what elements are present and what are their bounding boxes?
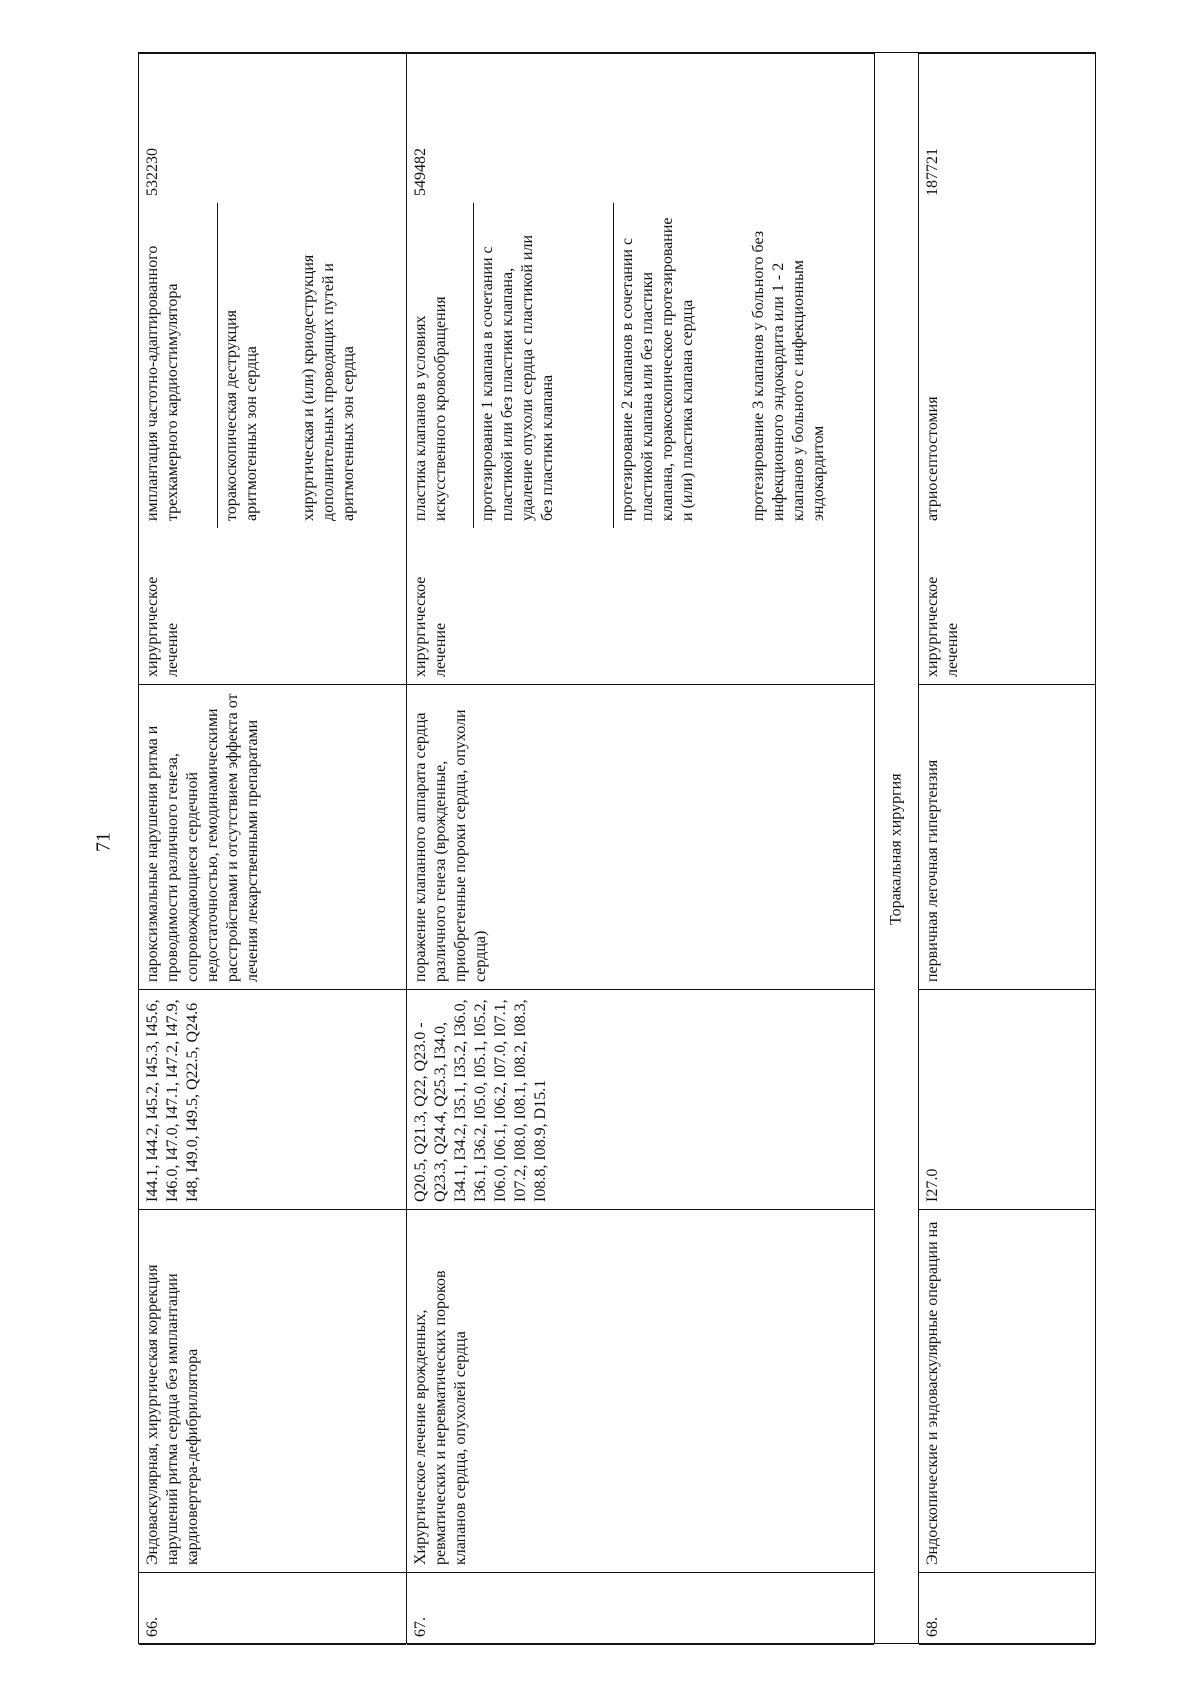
treatment-method: протезирование 2 клапанов в сочетании с пластикой клапана или без пластики клапана, торакоскопическое протезирование и (или) пластика клапана сердца bbox=[613, 203, 745, 528]
service-name: Эндоваскулярная, хирургическая коррекция нарушений ритма сердца без имплантации кардиовертера-дефибриллятора bbox=[139, 1210, 406, 1573]
section-header-row bbox=[874, 52, 918, 1644]
row-number: 68. bbox=[919, 1573, 1095, 1645]
treatment-type: хирургическое лечение bbox=[407, 528, 874, 685]
treatment-method: протезирование 1 клапана в сочетании с пластикой или без пластики клапана, удаление опухоли сердца с пластикой или без пластики клапана bbox=[473, 203, 613, 528]
treatment-type: хирургическое лечение bbox=[139, 528, 406, 685]
row-number: 66. bbox=[139, 1573, 406, 1645]
treatment-method: хирургическая и (или) криодеструкция дополнительных проводящих путей и аритмогенных зон сердца bbox=[300, 254, 357, 521]
cost: 187721 bbox=[919, 53, 1095, 203]
treatment-method: торакоскопическая деструкция аритмогенных зон сердца bbox=[217, 203, 295, 528]
patient-model: пароксизмальные нарушения ритма и проводимости различного генеза, сопровождающиеся сердечной недостаточностью, гемодинамическими расстройствами и отсутствием эффекта от лечения лекарственными препаратами bbox=[139, 685, 406, 990]
patient-model: поражение клапанного аппарата сердца различного генеза (врожденные, приобретенные пороки сердца, опухоли сердца) bbox=[407, 685, 874, 990]
diagnosis-codes: I27.0 bbox=[919, 990, 1095, 1210]
diagnosis-codes: Q20.5, Q21.3, Q22, Q23.0 - Q23.3, Q24.4, Q25.3, I34.0, I34.1, I34.2, I35.1, I35.2, I36.0, I36.1, I36.2, I05.0, I05.1, I05.2, I06.0, I06.1, I06.2, I07.0, I07.1, I07.2, I08.0, I08.1, I08.2, I08.3, I08.8, I08.9, D15.1 bbox=[407, 990, 874, 1210]
service-name: Хирургическое лечение врожденных, ревматических и неревматических пороков клапанов сердца, опухолей сердца bbox=[407, 1210, 874, 1573]
treatment-method: протезирование 3 клапанов у больного без инфекционного эндокардита или 1 - 2 клапанов у больного с инфекционным эндокардитом bbox=[750, 230, 827, 521]
treatment-method: имплантация частотно-адаптированного трехкамерного кардиостимулятора bbox=[144, 245, 181, 521]
cost: 549482 bbox=[407, 53, 874, 203]
treatment-method: пластика клапанов в условиях искусственного кровообращения bbox=[412, 296, 449, 521]
table-row-66 bbox=[138, 52, 406, 1644]
table-row-67 bbox=[406, 52, 874, 1644]
services-table bbox=[138, 52, 1096, 1644]
table-row-68 bbox=[918, 52, 1096, 1644]
patient-model: первичная легочная гипертензия bbox=[919, 685, 1095, 990]
section-title: Торакальная хирургия bbox=[887, 773, 905, 925]
treatment-type: хирургическое лечение bbox=[919, 528, 1095, 685]
service-name: Эндоскопические и эндоваскулярные операции на bbox=[919, 1210, 1095, 1573]
cost: 532230 bbox=[139, 53, 406, 203]
page-number: 71 bbox=[92, 832, 115, 852]
treatment-method: атриосептостомия bbox=[924, 396, 941, 521]
row-number: 67. bbox=[407, 1573, 874, 1645]
diagnosis-codes: I44.1, I44.2, I45.2, I45.3, I45.6, I46.0, I47.0, I47.1, I47.2, I47.9, I48, I49.0, I49.5, Q22.5, Q24.6 bbox=[139, 990, 406, 1210]
